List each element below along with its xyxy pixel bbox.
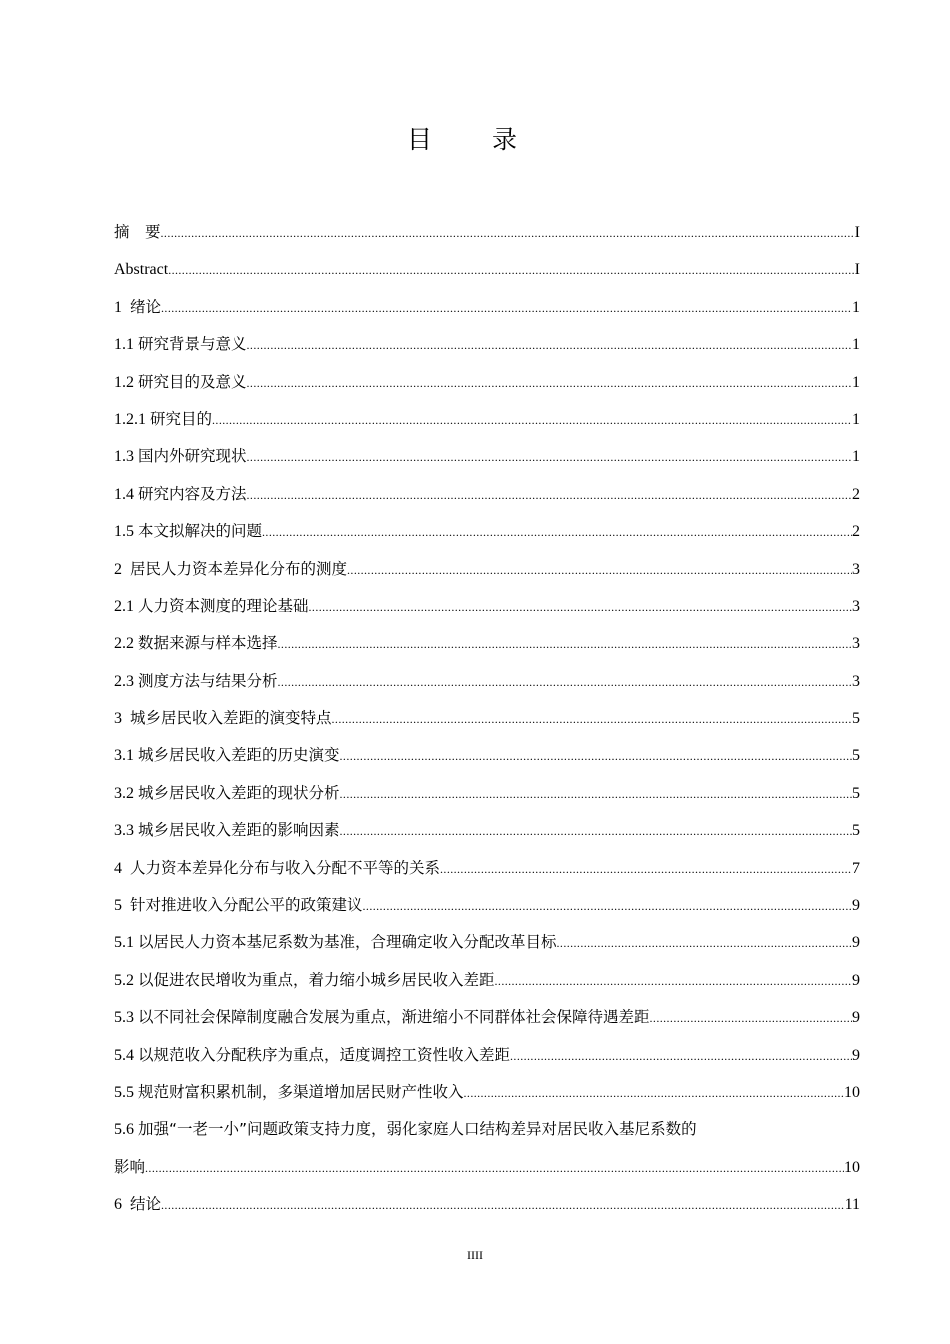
toc-entry-title: 城乡居民收入差距的历史演变 [138, 746, 340, 765]
toc-entry-page: 3 [852, 635, 860, 653]
toc-entry-label [114, 438, 247, 475]
dot-leader [161, 290, 852, 327]
toc-entry[interactable] [114, 251, 860, 288]
toc-entry[interactable] [114, 438, 860, 475]
dot-leader [247, 439, 852, 476]
toc-entry-label [114, 1037, 510, 1074]
toc-entry[interactable] [114, 962, 860, 999]
dot-leader [278, 626, 852, 663]
toc-entry[interactable] [114, 1037, 860, 1074]
toc-entry[interactable] [114, 700, 860, 737]
toc-entry-label [114, 887, 363, 924]
toc-entry-number: 5 [114, 897, 122, 915]
dot-leader [247, 327, 852, 364]
table-of-contents [114, 214, 860, 1224]
toc-entry-label [114, 364, 247, 401]
toc-entry-label [114, 924, 557, 961]
toc-entry-number: 2.1 [114, 597, 134, 615]
toc-entry[interactable] [114, 588, 860, 625]
toc-entry-label [114, 1186, 161, 1223]
toc-entry-title: 摘 要 [114, 223, 161, 241]
toc-entry-number: 5.1 [114, 934, 134, 952]
toc-entry-title: 以居民人力资本基尼系数为基准，合理确定收入分配改革目标 [138, 933, 557, 952]
toc-entry-number: 5.2 [114, 971, 134, 989]
toc-entry-label [114, 775, 340, 812]
toc-entry-page: 5 [852, 784, 860, 802]
toc-entry-page: 2 [852, 523, 860, 541]
toc-entry-number: 1.2.1 [114, 410, 146, 428]
toc-entry-title: 城乡居民收入差距的现状分析 [138, 783, 340, 802]
toc-entry-number: 3.2 [114, 784, 134, 802]
toc-entry-title: 加强“一老一小”问题政策支持力度，弱化家庭人口结构差异对居民收入基尼系数的 [138, 1120, 697, 1139]
toc-entry-label [114, 476, 247, 513]
toc-entry-number: 3 [114, 710, 122, 728]
toc-entry[interactable] [114, 1186, 860, 1223]
dot-leader [247, 365, 852, 402]
toc-entry[interactable] [114, 513, 860, 550]
toc-entry[interactable] [114, 289, 860, 326]
toc-entry-number: 1.5 [114, 523, 134, 541]
toc-entry-label [114, 700, 332, 737]
toc-entry-page: 5 [852, 710, 860, 728]
toc-entry-page: 1 [852, 448, 860, 466]
toc-entry-page: 2 [852, 485, 860, 503]
toc-entry-title: 影响 [114, 1157, 146, 1176]
toc-entry-page: I [854, 261, 860, 279]
toc-entry[interactable] [114, 737, 860, 774]
toc-entry-label [114, 1074, 464, 1111]
dot-leader [309, 589, 852, 626]
toc-entry-label [114, 663, 278, 700]
toc-entry-page: 3 [852, 597, 860, 615]
toc-entry[interactable] [114, 1111, 860, 1148]
toc-entry-number: 4 [114, 859, 122, 877]
dot-leader [347, 552, 852, 589]
toc-entry-label [114, 962, 495, 999]
toc-entry[interactable] [114, 850, 860, 887]
toc-entry-page: 9 [852, 1009, 860, 1027]
toc-entry-title: 国内外研究现状 [138, 447, 247, 466]
toc-entry-label [114, 289, 161, 326]
toc-entry-label [114, 999, 650, 1036]
toc-entry-page: I [854, 224, 860, 241]
toc-entry-label [114, 551, 347, 588]
toc-entry-title: 城乡居民收入差距的影响因素 [138, 821, 340, 840]
dot-leader [363, 888, 852, 925]
toc-entry-page: 1 [852, 373, 860, 391]
toc-entry-title: 研究内容及方法 [138, 484, 247, 503]
dot-leader [340, 813, 852, 850]
toc-entry-label [114, 251, 168, 288]
dot-leader [161, 215, 855, 252]
dot-leader [262, 514, 852, 551]
toc-entry[interactable] [114, 214, 860, 251]
toc-entry-page: 5 [852, 747, 860, 765]
toc-entry-title: 城乡居民收入差距的演变特点 [130, 709, 332, 728]
toc-entry-title: 以不同社会保障制度融合发展为重点，渐进缩小不同群体社会保障待遇差距 [138, 1008, 650, 1027]
toc-entry-label [114, 1111, 697, 1148]
toc-entry-title: 以促进农民增收为重点，着力缩小城乡居民收入差距 [138, 970, 495, 989]
toc-entry-label [114, 737, 340, 774]
toc-entry[interactable] [114, 364, 860, 401]
page-number: IIII [467, 1248, 483, 1262]
toc-entry-page: 9 [852, 934, 860, 952]
toc-entry-label [114, 326, 247, 363]
toc-entry-title: 数据来源与样本选择 [138, 634, 278, 653]
toc-entry[interactable] [114, 1074, 860, 1111]
dot-leader [650, 1000, 852, 1037]
toc-entry-title: Abstract [114, 261, 169, 279]
toc-entry-label [114, 850, 440, 887]
toc-entry[interactable] [114, 924, 860, 961]
toc-entry-number: 5.3 [114, 1009, 134, 1027]
toc-entry-label [114, 214, 161, 251]
toc-entry-number: 2 [114, 560, 122, 578]
toc-entry-title: 人力资本差异化分布与收入分配不平等的关系 [130, 858, 441, 877]
toc-entry-number: 5.4 [114, 1046, 134, 1064]
toc-entry-label [114, 812, 340, 849]
dot-leader [168, 252, 854, 289]
toc-entry-page: 10 [844, 1158, 860, 1176]
toc-entry-page: 5 [852, 822, 860, 840]
toc-entry-label [114, 1149, 145, 1186]
dot-leader [212, 402, 852, 439]
toc-entry-title: 人力资本测度的理论基础 [138, 596, 309, 615]
toc-entry[interactable] [114, 663, 860, 700]
toc-entry-number: 1.2 [114, 373, 134, 391]
toc-entry-title: 针对推进收入分配公平的政策建议 [130, 896, 363, 915]
toc-entry-page: 3 [852, 672, 860, 690]
toc-entry[interactable] [114, 326, 860, 363]
toc-entry-title: 结论 [130, 1195, 162, 1214]
toc-entry[interactable] [114, 1149, 860, 1186]
toc-entry-title: 绪论 [130, 297, 162, 316]
toc-entry-page: 1 [852, 298, 860, 316]
dot-leader [440, 851, 852, 888]
toc-entry-label [114, 625, 278, 662]
toc-entry[interactable] [114, 551, 860, 588]
toc-entry-page: 11 [844, 1196, 860, 1214]
dot-leader [510, 1038, 852, 1075]
toc-entry-title: 以规范收入分配秩序为重点，适度调控工资性收入差距 [138, 1045, 511, 1064]
dot-leader [557, 925, 852, 962]
toc-entry-page: 7 [852, 859, 860, 877]
toc-entry-page: 9 [852, 971, 860, 989]
toc-entry-title: 居民人力资本差异化分布的测度 [130, 559, 348, 578]
dot-leader [464, 1075, 844, 1112]
toc-entry[interactable] [114, 476, 860, 513]
toc-entry-page: 10 [844, 1083, 860, 1101]
toc-entry-page: 3 [852, 560, 860, 578]
toc-entry-title: 研究目的 [150, 409, 213, 428]
toc-entry-number: 5.6 [114, 1121, 134, 1139]
toc-entry-number: 2.2 [114, 635, 134, 653]
dot-leader [145, 1150, 844, 1187]
toc-entry[interactable] [114, 775, 860, 812]
page-title: 目 录 [407, 125, 543, 154]
dot-leader [278, 664, 852, 701]
toc-entry-title: 测度方法与结果分析 [138, 671, 278, 690]
toc-entry-number: 5.5 [114, 1083, 134, 1101]
toc-entry[interactable] [114, 625, 860, 662]
toc-entry-page: 9 [852, 1046, 860, 1064]
dot-leader [495, 963, 852, 1000]
toc-entry[interactable] [114, 812, 860, 849]
toc-entry-label [114, 588, 309, 625]
toc-entry-number: 1.1 [114, 336, 134, 354]
dot-leader [340, 738, 852, 775]
toc-entry-label [114, 401, 212, 438]
toc-entry-label [114, 513, 262, 550]
toc-entry-page: 1 [852, 410, 860, 428]
toc-entry-number: 6 [114, 1196, 122, 1214]
toc-entry-number: 1 [114, 298, 122, 316]
toc-entry-number: 1.4 [114, 485, 134, 503]
toc-entry-page: 1 [852, 336, 860, 354]
toc-entry[interactable] [114, 401, 860, 438]
toc-entry[interactable] [114, 887, 860, 924]
toc-entry[interactable] [114, 999, 860, 1036]
dot-leader [340, 776, 852, 813]
toc-entry-number: 1.3 [114, 448, 134, 466]
dot-leader [161, 1187, 845, 1224]
toc-entry-title: 研究背景与意义 [138, 335, 247, 354]
dot-leader [247, 477, 852, 514]
toc-entry-number: 3.3 [114, 822, 134, 840]
toc-entry-number: 3.1 [114, 747, 134, 765]
dot-leader [332, 701, 852, 738]
toc-entry-title: 规范财富积累机制，多渠道增加居民财产性收入 [138, 1082, 464, 1101]
toc-entry-number: 2.3 [114, 672, 134, 690]
toc-entry-title: 研究目的及意义 [138, 372, 247, 391]
toc-entry-page: 9 [852, 897, 860, 915]
toc-entry-title: 本文拟解决的问题 [138, 522, 263, 541]
